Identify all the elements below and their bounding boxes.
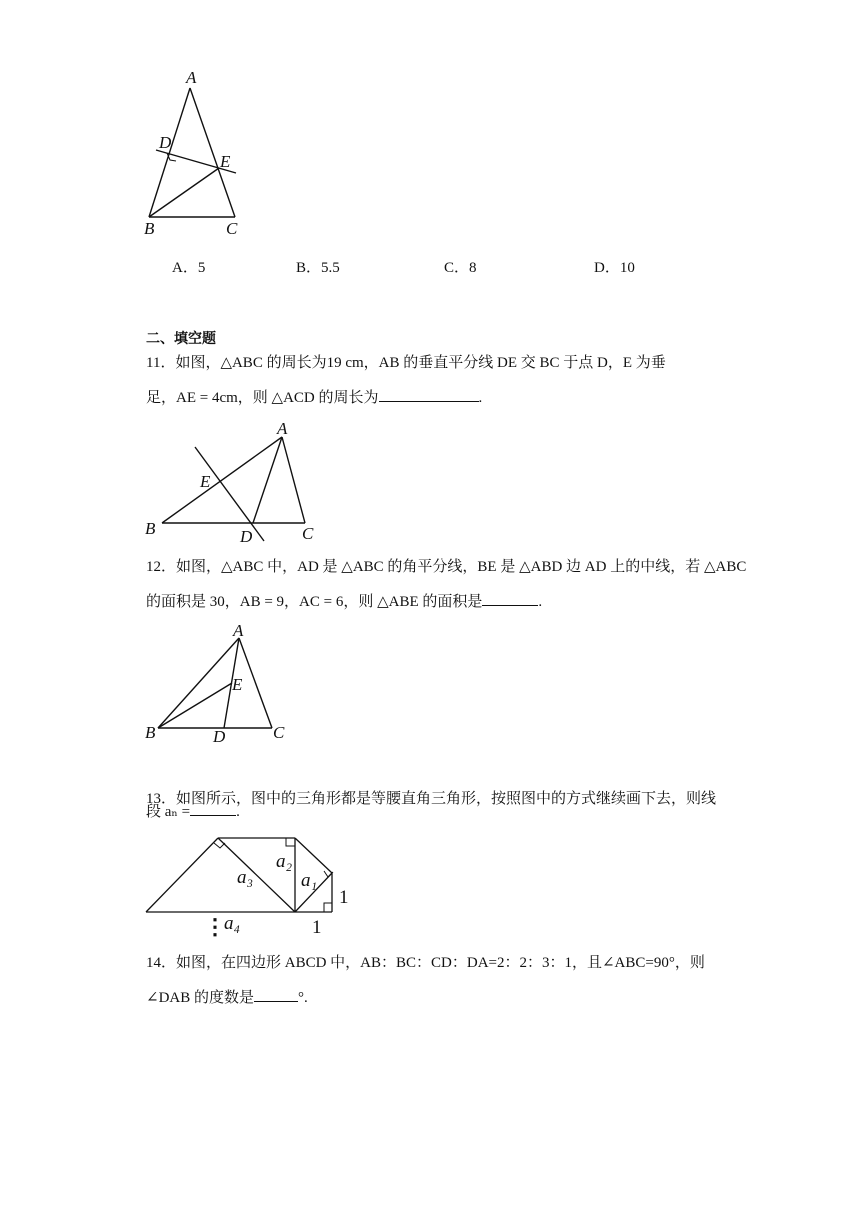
q13-label-one-bottom: 1 (312, 917, 322, 938)
q12-label-b: B (145, 723, 156, 742)
q13-label-a4: a₄ (224, 913, 241, 934)
q12-answer-blank[interactable] (482, 591, 538, 606)
q10-option-b-letter: B． (296, 260, 322, 276)
q10-label-a: A (186, 68, 197, 87)
q10-option-b (296, 256, 340, 277)
q11-side-ab (162, 437, 282, 523)
q10-option-a-letter: A． (172, 260, 198, 276)
q12-segment-be (158, 683, 232, 728)
q12-text-line2-pre: 的面积是 30，AB = 9，AC = 6，则 △ABE 的面积是 (146, 594, 483, 610)
q10-segment-be (149, 168, 219, 217)
q13-segment-a3 (218, 838, 295, 912)
q11-label-d: D (240, 527, 253, 546)
q10-option-d-value: 10 (619, 260, 635, 276)
q13-left-hypotenuse (146, 838, 218, 912)
q11-perp-bisector-de (195, 447, 264, 541)
q11-text-line1: 11．如图，△ABC 的周长为19 cm，AB 的垂直平分线 DE 交 BC 于点 D，E 为垂 (146, 355, 666, 371)
q10-option-c-letter: C． (444, 260, 470, 276)
q11-figure (140, 416, 340, 546)
q13-answer-blank[interactable] (190, 801, 236, 816)
q13-label-dots: ⋮ (204, 914, 226, 939)
q14-text-line2 (146, 987, 308, 1008)
q12-label-a: A (233, 621, 244, 640)
q14-text-line1: 14．如图，在四边形 ABCD 中，AB：BC：CD：DA=2：2：3：1，且∠ABC=90°，则 (146, 955, 705, 971)
q10-label-e: E (220, 152, 231, 171)
q10-side-ab (149, 88, 190, 217)
q13-text-line2-post: . (236, 804, 240, 820)
q12-side-ac (239, 638, 272, 728)
q13-right-angle-bottom (324, 903, 332, 912)
q10-option-d-letter: D． (594, 260, 620, 276)
q11-text-line2 (146, 387, 482, 408)
q13-text-line1: 13．如图所示，图中的三角形都是等腰直角三角形，按照图中的方式继续画下去，则线 (146, 791, 717, 807)
q12-text-line1: 12．如图，△ABC 中，AD 是 △ABC 的角平分线，BE 是 △ABD 边 AD 上的中线，若 △ABC (146, 559, 747, 575)
q10-option-c (444, 256, 477, 277)
q14-answer-blank[interactable] (254, 987, 298, 1002)
q12-label-d: D (213, 727, 226, 746)
q12-text-line2 (146, 591, 542, 612)
q11-text-line2-pre: 足，AE = 4cm，则 △ACD 的周长为 (146, 390, 379, 406)
q14-text-line2-pre: ∠DAB 的度数是 (146, 990, 254, 1006)
q13-label-a3: a₃ (237, 867, 254, 888)
q13-figure (140, 830, 370, 942)
q11-label-a: A (277, 419, 288, 438)
q10-label-b: B (144, 219, 155, 238)
q12-text-line2-post: . (538, 594, 543, 610)
q10-figure (140, 66, 250, 241)
q11-label-c: C (302, 524, 314, 543)
q11-segment-ad (253, 437, 282, 523)
q13-label-a1: a₁ (301, 870, 318, 891)
q10-label-c: C (226, 219, 238, 238)
q10-option-a-value: 5 (197, 260, 206, 276)
q13-segment-a1-edge (295, 838, 332, 873)
q13-right-angle-top-right (286, 838, 295, 846)
q11-side-ac (282, 437, 305, 523)
q10-option-c-value: 8 (469, 260, 477, 276)
q12-label-c: C (273, 723, 285, 742)
q13-label-one-right: 1 (339, 887, 349, 908)
q10-option-b-value: 5.5 (321, 260, 340, 276)
q14-text-line2-post: °. (298, 990, 308, 1006)
q13-text-line2 (146, 801, 240, 822)
q11-answer-blank[interactable] (379, 387, 479, 402)
q11-label-e: E (200, 472, 211, 491)
q11-label-b: B (145, 519, 156, 538)
section-title: 二、填空题 (146, 330, 216, 346)
q10-option-d (594, 256, 635, 277)
q13-text-line2-pre: 段 aₙ = (146, 804, 191, 820)
q12-label-e: E (232, 675, 243, 694)
q10-option-a (172, 256, 205, 277)
q13-label-a2: a₂ (276, 851, 293, 872)
q11-text-line2-post: . (478, 390, 483, 406)
q12-figure (140, 620, 300, 745)
q10-label-d: D (159, 133, 172, 152)
